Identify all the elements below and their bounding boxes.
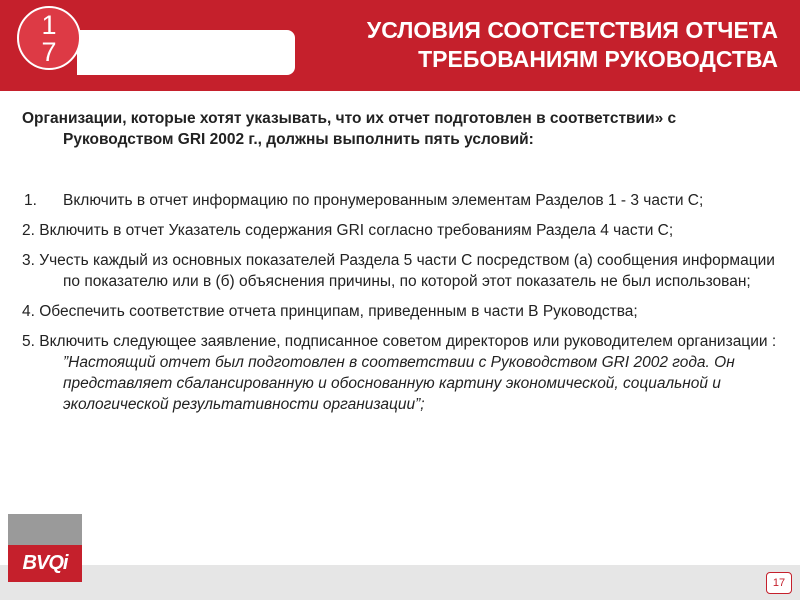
slide-number-badge bbox=[17, 6, 81, 70]
intro-paragraph: Организации, которые хотят указывать, что их отчет подготовлен в соответствии» с Руководством GRI 2002 г., должны выполнить пять условий: bbox=[22, 110, 677, 148]
company-logo bbox=[8, 514, 82, 582]
list-item-text: Включить в отчет информацию по пронумерованным элементам Разделов 1 - 3 части С; bbox=[63, 192, 704, 209]
slide-title bbox=[308, 16, 778, 74]
list-item: 4. Обеспечить соответствие отчета принципам, приведенным в части В Руководства; bbox=[22, 303, 638, 320]
list-item bbox=[22, 331, 784, 415]
list-item: 3. Учесть каждый из основных показателей Раздела 5 части С посредством (а) сообщения информации по показателю или в (б) объяснения причины, по которой этот показатель не был использован; bbox=[22, 252, 775, 290]
header-bar bbox=[0, 0, 800, 91]
list-item: 2. Включить в отчет Указатель содержания GRI согласно требованиям Раздела 4 части С; bbox=[22, 222, 674, 239]
slide-title-line-2: ТРЕБОВАНИЯМ РУКОВОДСТВА bbox=[418, 46, 778, 72]
footer-bar bbox=[0, 565, 800, 600]
slide-number-digit-2: 7 bbox=[41, 37, 57, 67]
list-item bbox=[22, 190, 784, 211]
slide-body bbox=[22, 108, 784, 424]
statement-quote: ”Настоящий отчет был подготовлен в соответствии с Руководством GRI 2002 года. Он представляет сбалансированную и обоснованную картину экономической, социальной и экологической результативности организации”; bbox=[63, 354, 735, 413]
slide-number-digit-1: 1 bbox=[41, 10, 57, 40]
page-number-badge: 17 bbox=[766, 572, 792, 594]
logo-wordmark: BVQi bbox=[8, 545, 82, 582]
list-item-text: 5. Включить следующее заявление, подписанное советом директоров или руководителем организации : bbox=[22, 333, 777, 350]
logo-grey-block bbox=[8, 514, 82, 545]
list-item-number: 1. bbox=[24, 192, 37, 209]
header-white-box bbox=[77, 30, 295, 75]
slide-title-line-1: УСЛОВИЯ СООТСЕТСТВИЯ ОТЧЕТА bbox=[366, 17, 778, 43]
